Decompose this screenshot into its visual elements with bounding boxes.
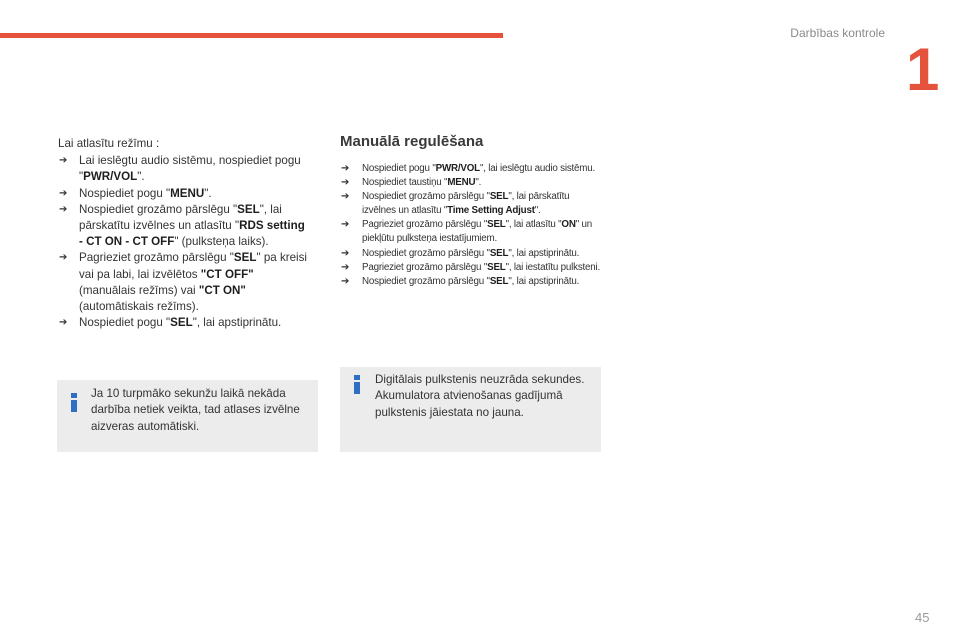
chapter-number: 1 <box>906 36 940 103</box>
arrow-bullet-icon: ➔ <box>59 252 68 264</box>
list-item: ➔ Nospiediet pogu "SEL", lai apstiprinātu. <box>58 315 308 331</box>
list-item: ➔ Nospiediet grozāmo pārslēgu "SEL", lai apstiprinātu. <box>340 275 602 289</box>
arrow-bullet-icon: ➔ <box>341 219 350 231</box>
list-item: ➔ Nospiediet taustiņu "MENU". <box>340 176 602 190</box>
arrow-bullet-icon: ➔ <box>341 275 350 287</box>
right-column <box>340 133 602 289</box>
arrow-bullet-icon: ➔ <box>341 261 350 273</box>
list-item: ➔ Pagrieziet grozāmo pārslēgu "SEL" pa kreisi vai pa labi, lai izvēlētos "CT OFF" (manuālais režīms) vai "CT ON" (automātiskais režīms). <box>59 251 307 314</box>
left-column <box>58 136 308 331</box>
list-item: ➔ Nospiediet pogu "MENU". <box>58 186 308 202</box>
info-text <box>375 372 595 421</box>
info-line-2: Akumulatora atvienošanas gadījumā pulkstenis jāiestata no jauna. <box>375 389 563 419</box>
list-item: ➔ Nospiediet grozāmo pārslēgu "SEL", lai pārskatītu izvēlnes un atlasītu "RDS setting - CT ON - CT OFF" (pulksteņa laiks). <box>59 202 305 249</box>
list-item: ➔ Pagrieziet grozāmo pārslēgu "SEL", lai iestatītu pulksteni. <box>340 261 602 275</box>
info-text: Ja 10 turpmāko sekunžu laikā nekāda darbība netiek veikta, tad atlases izvēlne aizveras automātiski. <box>91 387 300 433</box>
list-item: ➔ Pagrieziet grozāmo pārslēgu "SEL", lai atlasītu "ON" un piekļūtu pulksteņa iestatījumiem. <box>341 219 593 245</box>
right-steps-list <box>340 162 602 289</box>
arrow-bullet-icon: ➔ <box>341 177 350 189</box>
manual-adjust-heading: Manuālā regulēšana <box>340 133 484 150</box>
arrow-bullet-icon: ➔ <box>341 247 350 259</box>
list-item: ➔ Nospiediet grozāmo pārslēgu "SEL", lai apstiprinātu. <box>340 247 602 261</box>
list-item: ➔ Nospiediet grozāmo pārslēgu "SEL", lai pārskatītu izvēlnes un atlasītu "Time Setting Adjust". <box>341 191 570 217</box>
page-number: 45 <box>915 610 930 625</box>
list-item: ➔ Lai ieslēgtu audio sistēmu, nospiediet pogu "PWR/VOL". <box>59 154 301 184</box>
info-box-left <box>57 380 318 452</box>
info-box-right <box>340 367 601 452</box>
arrow-bullet-icon: ➔ <box>59 317 68 329</box>
arrow-bullet-icon: ➔ <box>59 187 68 199</box>
info-line-1: Digitālais pulkstenis neuzrāda sekundes. <box>375 373 585 386</box>
intro-text: Lai atlasītu režīmu : <box>58 137 160 150</box>
info-icon <box>353 375 361 394</box>
arrow-bullet-icon: ➔ <box>59 203 68 215</box>
arrow-bullet-icon: ➔ <box>59 155 68 167</box>
arrow-bullet-icon: ➔ <box>341 163 350 174</box>
left-steps-list <box>58 153 308 331</box>
section-title: Darbības kontrole <box>790 26 885 40</box>
arrow-bullet-icon: ➔ <box>341 191 350 203</box>
header-accent-bar <box>0 33 503 38</box>
list-item: ➔ Nospiediet pogu "PWR/VOL", lai ieslēgtu audio sistēmu. <box>340 162 602 176</box>
info-icon <box>70 393 78 412</box>
